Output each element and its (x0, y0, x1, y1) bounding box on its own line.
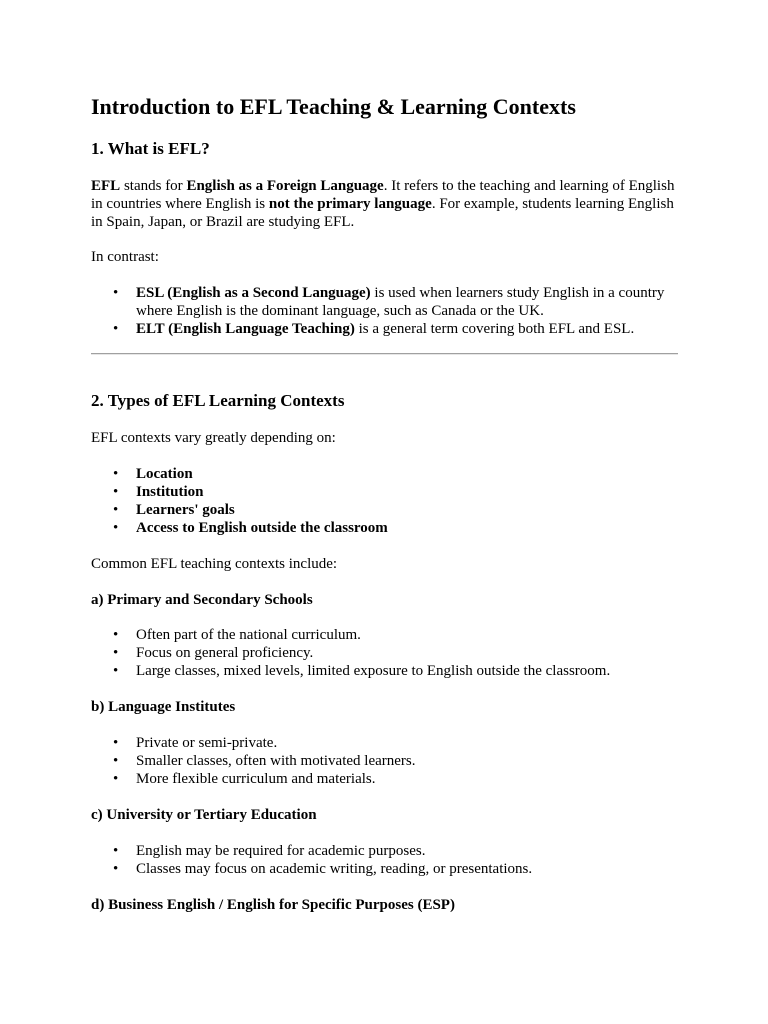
list-item (91, 734, 686, 752)
list-item (91, 662, 686, 680)
text-run: . For example, students learning English in Spain, Japan, or Brazil are studying EFL. (91, 196, 674, 230)
bullet-icon: • (113, 843, 119, 859)
list-item-text: Access to English outside the classroom (136, 520, 388, 536)
term-esl: ESL (English as a Second Language) (136, 285, 371, 301)
subheading-primary-secondary: a) Primary and Secondary Schools (91, 592, 313, 608)
common-contexts-label: Common EFL teaching contexts include: (91, 556, 338, 572)
contrast-list (91, 284, 686, 338)
list-item (91, 320, 686, 338)
list-item (91, 752, 686, 770)
factors-list (91, 465, 686, 537)
text-run: . It refers to the teaching and learning of English in countries where English is (91, 178, 675, 212)
bullet-icon: • (113, 520, 119, 536)
list-item-text: Large classes, mixed levels, limited exposure to English outside the classroom. (136, 663, 611, 679)
list-item-text: Focus on general proficiency. (136, 645, 314, 661)
bullet-icon: • (113, 285, 119, 301)
bullet-icon: • (113, 484, 119, 500)
bullet-icon: • (113, 861, 119, 877)
bullet-icon: • (113, 663, 119, 679)
term-not-primary-language: not the primary language (268, 196, 432, 212)
primary-secondary-list (91, 626, 686, 680)
list-item-text: Institution (136, 484, 204, 500)
list-item-text: More flexible curriculum and materials. (136, 771, 376, 787)
text-run: stands for (120, 178, 187, 194)
list-item (91, 626, 686, 644)
list-item-text: Often part of the national curriculum. (136, 627, 361, 643)
list-item (91, 501, 686, 519)
horizontal-divider (91, 353, 678, 355)
section-heading-what-is-efl: 1. What is EFL? (91, 139, 210, 158)
list-item-text: Classes may focus on academic writing, reading, or presentations. (136, 861, 533, 877)
university-tertiary-list (91, 842, 686, 878)
contexts-intro: EFL contexts vary greatly depending on: (91, 430, 336, 446)
list-item-text: Private or semi-private. (136, 735, 278, 751)
list-item (91, 519, 686, 537)
list-item (91, 644, 686, 662)
term-efl: EFL (91, 178, 121, 194)
term-english-foreign-language: English as a Foreign Language (186, 178, 384, 194)
list-item-text: English may be required for academic purposes. (136, 843, 426, 859)
list-item-text: is a general term covering both EFL and ESL. (354, 321, 635, 337)
bullet-icon: • (113, 645, 119, 661)
bullet-icon: • (113, 466, 119, 482)
list-item (91, 842, 686, 860)
list-item (91, 860, 686, 878)
list-item-text: Learners' goals (136, 502, 235, 518)
subheading-language-institutes: b) Language Institutes (91, 699, 236, 715)
contrast-label: In contrast: (91, 249, 159, 265)
bullet-icon: • (113, 627, 119, 643)
bullet-icon: • (113, 753, 119, 769)
term-elt: ELT (English Language Teaching) (136, 321, 355, 337)
bullet-icon: • (113, 771, 119, 787)
section-heading-types-of-contexts: 2. Types of EFL Learning Contexts (91, 391, 345, 410)
list-item (91, 465, 686, 483)
list-item (91, 483, 686, 501)
language-institutes-list (91, 734, 686, 788)
list-item-text: Smaller classes, often with motivated learners. (136, 753, 416, 769)
list-item-text: Location (136, 466, 193, 482)
page-title: Introduction to EFL Teaching & Learning Contexts (91, 94, 576, 119)
list-item-text: is used when learners study English in a country where English is the dominant language, such as Canada or the UK. (136, 285, 665, 319)
subheading-business-esp: d) Business English / English for Specific Purposes (ESP) (91, 897, 455, 913)
bullet-icon: • (113, 735, 119, 751)
list-item (91, 770, 686, 788)
subheading-university-tertiary: c) University or Tertiary Education (91, 807, 317, 823)
list-item (91, 284, 686, 320)
efl-definition-paragraph (91, 177, 686, 231)
bullet-icon: • (113, 502, 119, 518)
bullet-icon: • (113, 321, 119, 337)
